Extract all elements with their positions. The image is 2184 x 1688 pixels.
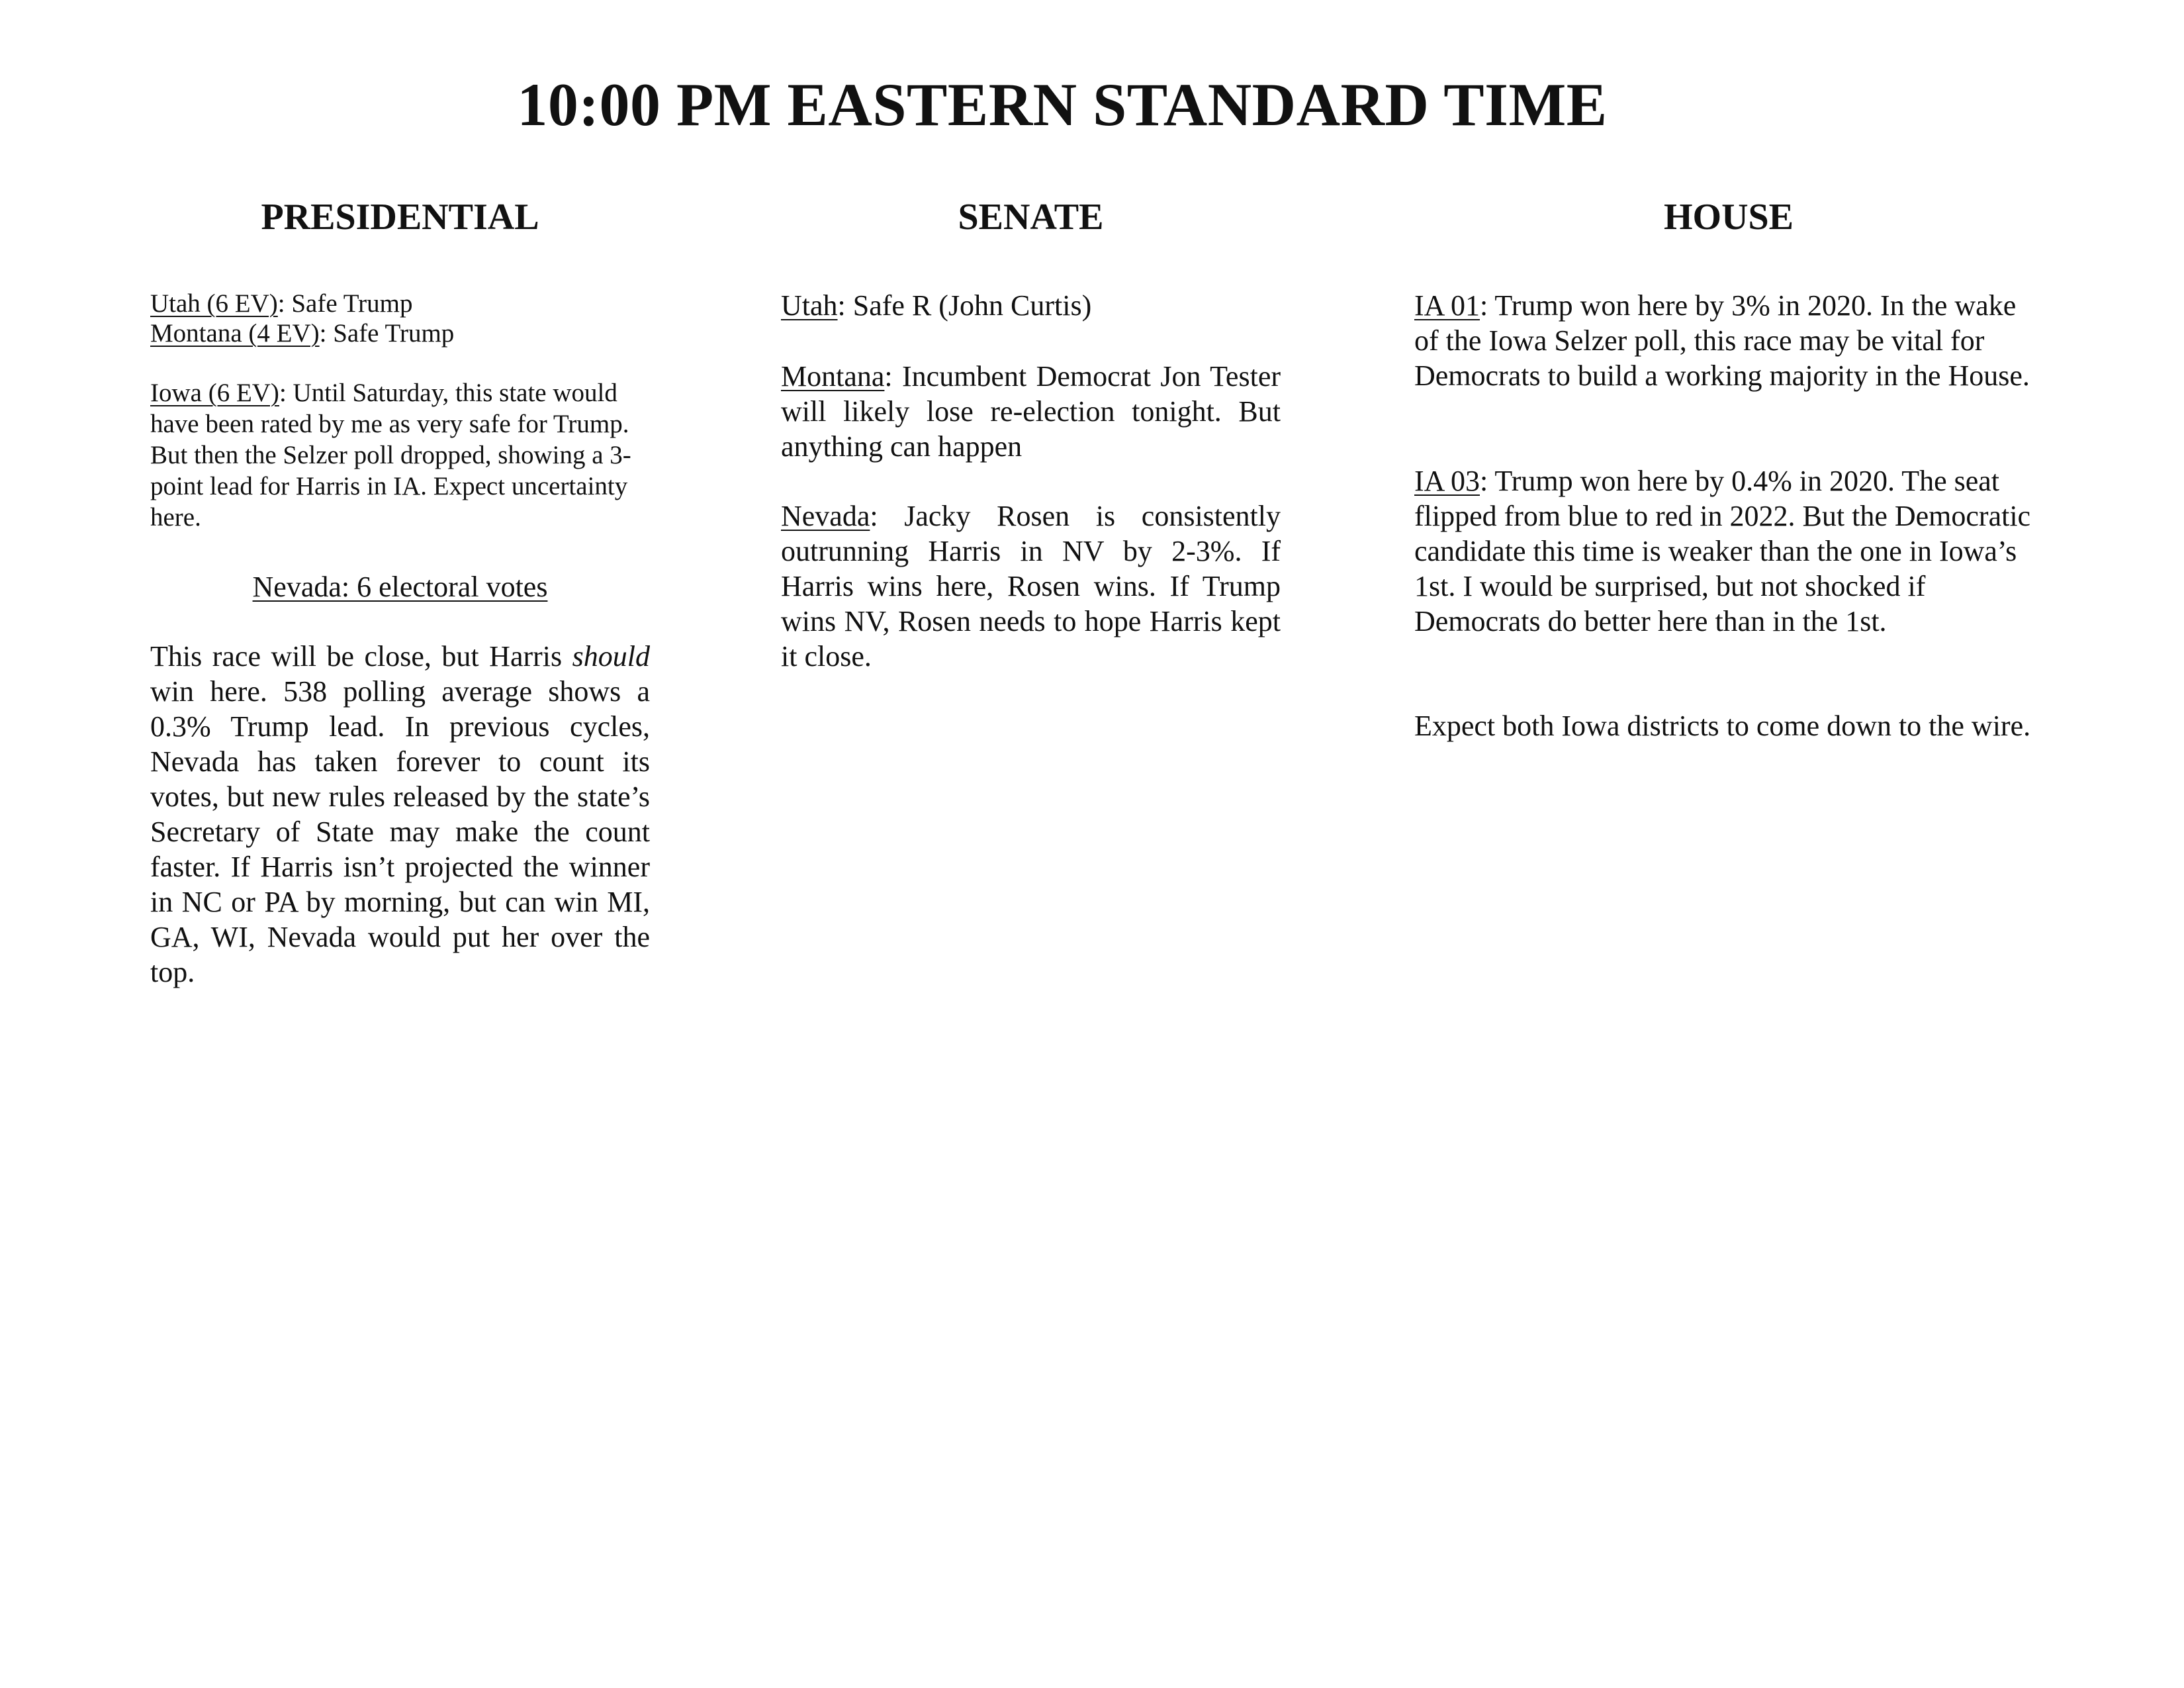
pres-nevada-emphasis: should xyxy=(572,640,650,673)
pres-nevada-text-1: This race will be close, but Harris xyxy=(150,640,572,673)
page-title: 10:00 PM EASTERN STANDARD TIME xyxy=(517,71,1608,138)
senate-utah-text: : Safe R (John Curtis) xyxy=(837,289,1092,322)
pres-utah-text: : Safe Trump xyxy=(277,289,413,318)
senate-utah-line xyxy=(781,288,1281,323)
pres-nevada-heading-text: Nevada: 6 electoral votes xyxy=(252,571,548,603)
house-ia03-text: : Trump won here by 0.4% in 2020. The seat flipped from blue to red in 2022. But the Democratic candidate this time is weaker than the one in Iowa’s 1st. I would be surprised, but not shocked if Democrats do better here than in the 1st. xyxy=(1414,465,2031,637)
pres-nevada-text-2: win here. 538 polling average shows a 0.3% Trump lead. In previous cycles, Nevada has taken forever to count its votes, but new rules released by the state’s Secretary of State may make the count faster. If Harris isn’t projected the winner in NC or PA by morning, but can win MI, GA, WI, Nevada would put her over the top. xyxy=(150,675,650,988)
senate-montana-paragraph xyxy=(781,359,1281,464)
pres-montana-label: Montana (4 EV) xyxy=(150,319,320,348)
pres-utah-label: Utah (6 EV) xyxy=(150,289,278,318)
senate-nevada-label: Nevada xyxy=(781,500,870,532)
house-ia01-label: IA 01 xyxy=(1414,289,1480,322)
senate-nevada-text: : Jacky Rosen is consistently outrunning Harris in NV by 2-3%. If Harris wins here, Rosen wins. If Trump wins NV, Rosen needs to hope Harris kept it close. xyxy=(781,500,1281,673)
house-ia03-paragraph xyxy=(1414,463,2043,639)
house-ia01-paragraph xyxy=(1414,288,2043,393)
senate-heading: SENATE xyxy=(958,197,1104,238)
pres-iowa-text: : Until Saturday, this state would have been rated by me as very safe for Trump. But then the Selzer poll dropped, showing a 3-point lead for Harris in IA. Expect uncertainty here. xyxy=(150,379,631,532)
pres-nevada-heading xyxy=(150,569,650,604)
senate-montana-label: Montana xyxy=(781,360,885,393)
pres-montana-text: : Safe Trump xyxy=(319,319,455,348)
pres-iowa-label: Iowa (6 EV) xyxy=(150,379,279,407)
pres-montana-line xyxy=(150,318,650,349)
pres-utah-line xyxy=(150,288,650,319)
house-heading: HOUSE xyxy=(1663,197,1794,238)
senate-montana-text: : Incumbent Democrat Jon Tester will likely lose re-election tonight. But anything can happen xyxy=(781,360,1281,463)
senate-utah-label: Utah xyxy=(781,289,838,322)
house-ia01-text: : Trump won here by 3% in 2020. In the wake of the Iowa Selzer poll, this race may be vital for Democrats to build a working majority in the House. xyxy=(1414,289,2030,392)
house-ia03-label: IA 03 xyxy=(1414,465,1480,497)
pres-iowa-paragraph xyxy=(150,377,650,533)
house-expect-paragraph: Expect both Iowa districts to come down to the wire. xyxy=(1414,710,2031,742)
pres-nevada-paragraph xyxy=(150,639,650,990)
senate-nevada-paragraph xyxy=(781,498,1281,674)
presidential-heading: PRESIDENTIAL xyxy=(261,197,539,238)
